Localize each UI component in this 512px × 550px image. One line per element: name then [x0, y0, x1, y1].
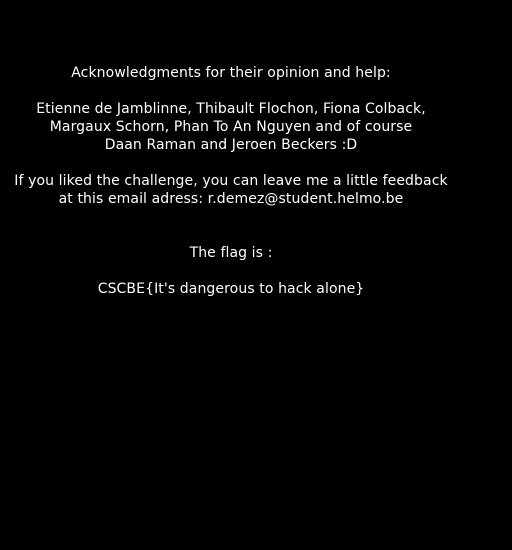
names-line-1: Etienne de Jamblinne, Thibault Flochon, Fiona Colback, [36, 101, 426, 117]
names-line-3: Daan Raman and Jeroen Beckers :D [104, 137, 358, 153]
flag-value: CSCBE{It's dangerous to hack alone} [97, 281, 365, 297]
feedback-line-2: at this email adress: r.demez@student.helmo.be [58, 191, 404, 207]
names-line-2: Margaux Schorn, Phan To An Nguyen and of course [49, 119, 413, 135]
flag-label: The flag is : [189, 245, 273, 261]
acknowledgments-heading: Acknowledgments for their opinion and help: [71, 65, 391, 81]
feedback-line-1: If you liked the challenge, you can leave me a little feedback [14, 173, 448, 189]
